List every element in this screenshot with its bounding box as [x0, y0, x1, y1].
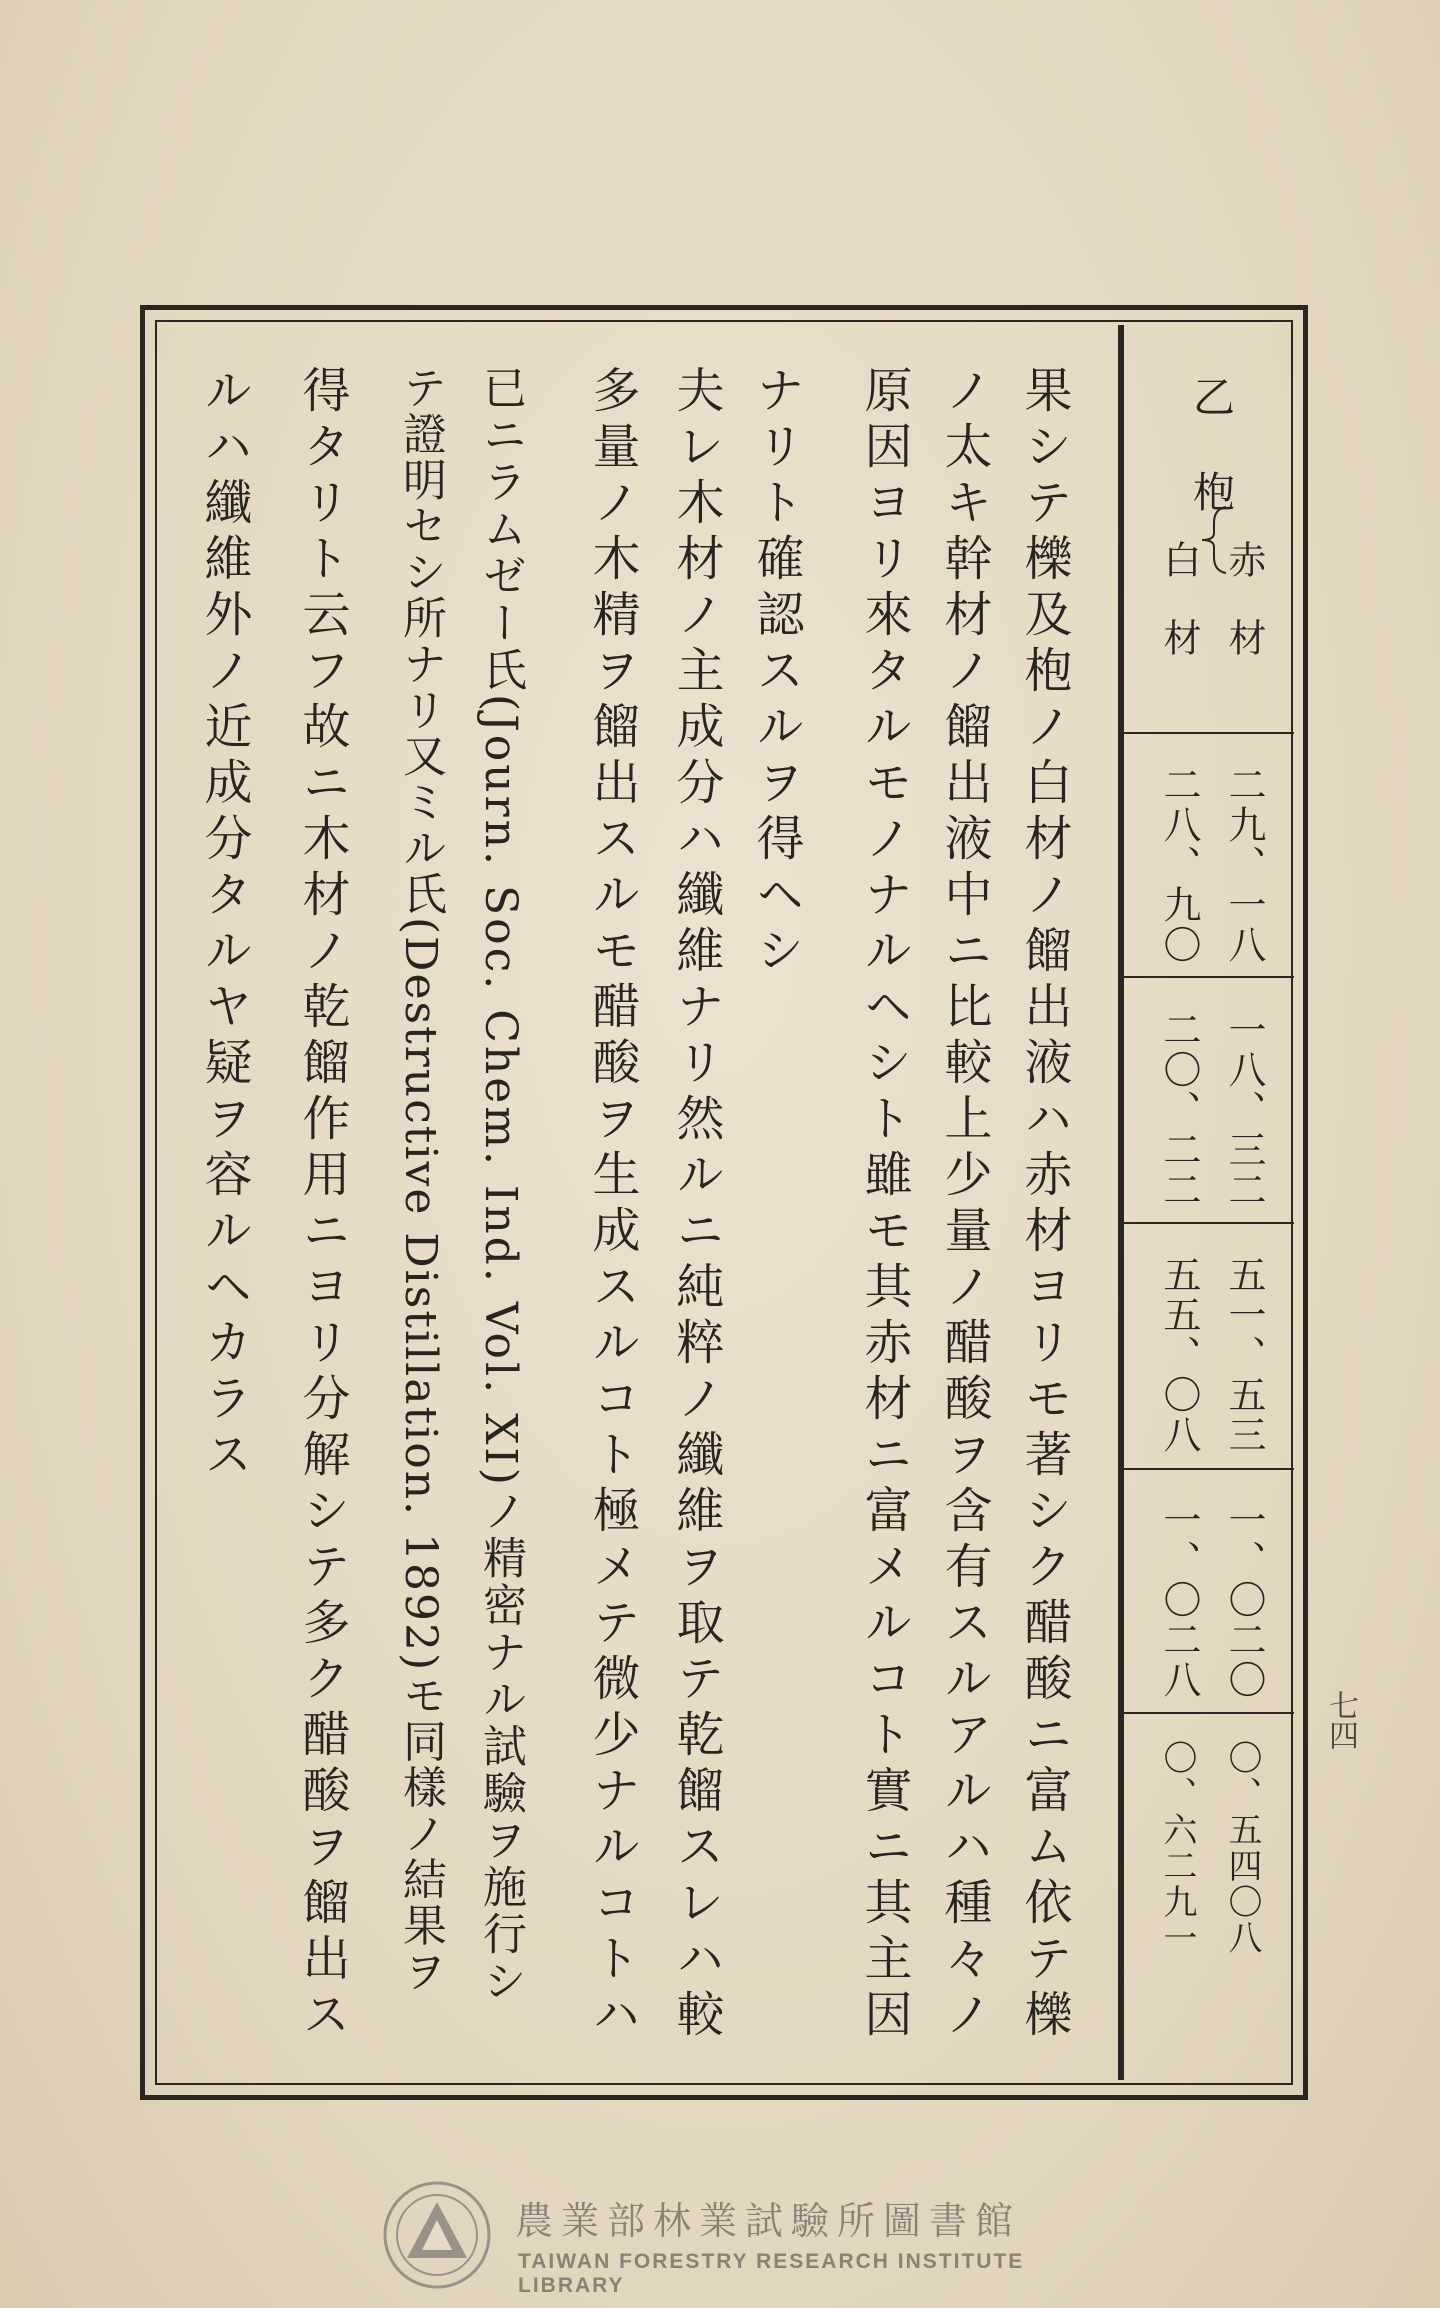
table-red-3: 五一、五三	[1222, 1255, 1266, 1455]
body-line-3: 原因ヨリ來タルモノナルヘシト雖モ其赤材ニ富メルコト實ニ其主因	[856, 365, 912, 2045]
page-number: 七四	[1323, 1690, 1358, 1750]
table-row-head: 乙	[1187, 375, 1236, 419]
table-species: 枹	[1187, 470, 1236, 514]
body-line-1: 果シテ櫟及枹ノ白材ノ餾出液ハ赤材ヨリモ著シク醋酸ニ富ム依テ櫟	[1016, 365, 1072, 2045]
library-seal-icon	[382, 2180, 492, 2290]
body-line-2: ノ太キ幹材ノ餾出液中ニ比較上少量ノ醋酸ヲ含有スルアルハ種々ノ	[936, 365, 992, 2045]
table-white-3: 五五、〇八	[1157, 1255, 1201, 1455]
body-line-7: 已ニラムゼー氏(Journ. Soc. Chem. Ind. Vol. XI)ノ精密ナル試驗ヲ施行シ	[475, 365, 526, 2005]
brace-icon	[1196, 505, 1232, 575]
body-line-8: テ證明セシ所ナリ又ミル氏(Destructive Distillation. 1892)モ同樣ノ結果ヲ	[395, 365, 446, 1995]
body-line-10: ルハ纖維外ノ近成分タルヤ疑ヲ容ルヘカラス	[196, 365, 252, 1485]
library-watermark	[370, 2180, 1090, 2297]
table-row-rule-5	[1124, 1712, 1294, 1714]
table-white-2: 二〇、二二	[1157, 1010, 1201, 1210]
table-row-rule-3	[1124, 1222, 1294, 1224]
table-row-rule-4	[1124, 1468, 1294, 1470]
library-name-cn: 農業部林業試驗所圖書館	[515, 2199, 1022, 2243]
table-white-5: 〇、六二九一	[1157, 1740, 1197, 1956]
body-line-9: 得タリト云フ故ニ木材ノ乾餾作用ニヨリ分解シテ多ク醋酸ヲ餾出ス	[294, 365, 350, 2045]
table-row-rule-2	[1124, 976, 1294, 978]
table-sub-red: 赤材	[1222, 540, 1266, 696]
table-red-5: 〇、五四〇八	[1222, 1740, 1262, 1956]
table-red-2: 一八、三二	[1222, 1010, 1266, 1210]
table-white-1: 二八、九〇	[1157, 765, 1201, 965]
table-red-1: 二九、一八	[1222, 765, 1266, 965]
table-sub-white: 白材	[1157, 540, 1201, 696]
table-white-4: 一、〇二八	[1157, 1500, 1201, 1700]
body-line-4: ナリト確認スルヲ得ヘシ	[748, 365, 804, 981]
library-name-en: TAIWAN FORESTRY RESEARCH INSTITUTE LIBRARY	[518, 2250, 1025, 2297]
table-row-rule-1	[1124, 732, 1294, 734]
body-line-6: 多量ノ木精ヲ餾出スルモ醋酸ヲ生成スルコト極メテ微少ナルコトハ	[584, 365, 640, 2045]
table-left-rule	[1118, 325, 1124, 2080]
body-line-5: 夫レ木材ノ主成分ハ纖維ナリ然ルニ純粹ノ纖維ヲ取テ乾餾スレハ較	[668, 365, 724, 2045]
table-red-4: 一、〇二〇	[1222, 1500, 1266, 1700]
